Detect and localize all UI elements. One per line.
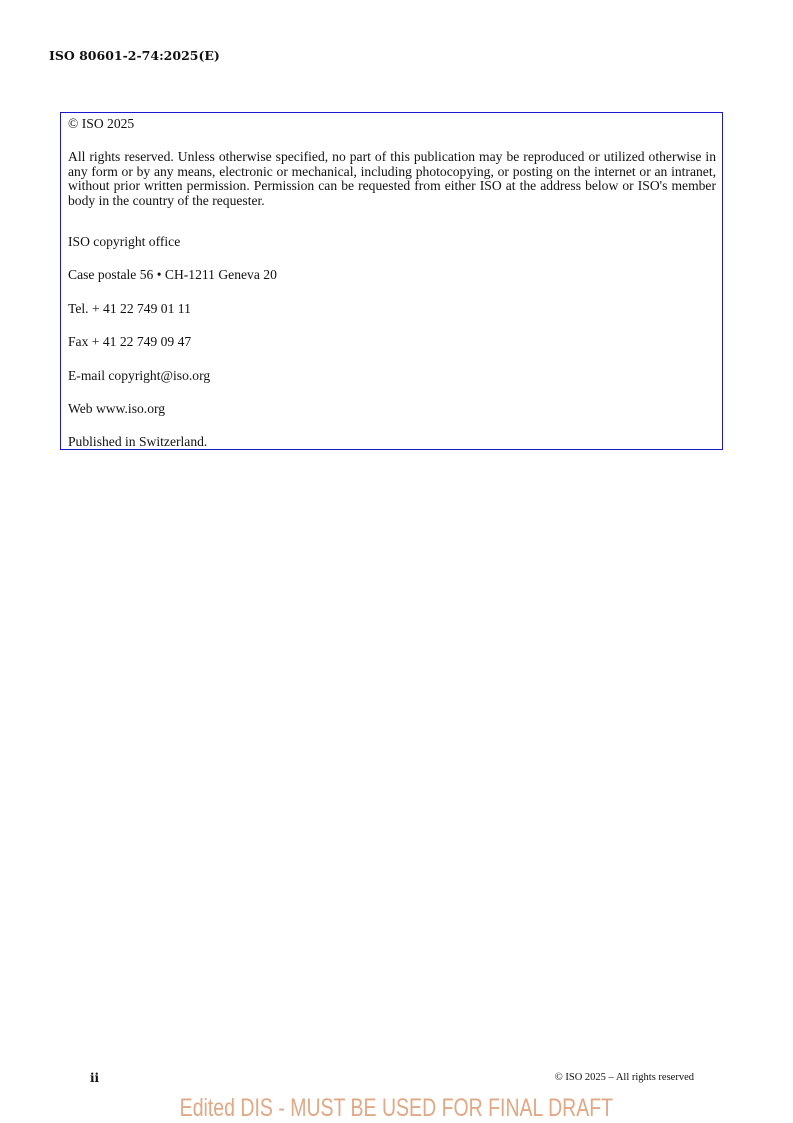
rights-paragraph: All rights reserved. Unless otherwise specified, no part of this publication may be reproduced or utilized otherwise in any form or by any means, electronic or mechanical, including photocopying, or posting on the internet or an intranet, without prior written permission. Permission can be requested from either ISO at the address below or ISO's member body in the country of the requester. [68, 149, 716, 208]
telephone-number: Tel. + 41 22 749 01 11 [68, 301, 191, 316]
document-id-header: ISO 80601-2-74:2025(E) [49, 48, 220, 63]
fax-number: Fax + 41 22 749 09 47 [68, 334, 192, 349]
email-address[interactable]: E-mail copyright@iso.org [68, 368, 211, 383]
copyright-line: © ISO 2025 [68, 116, 135, 131]
copyright-notice-box [60, 112, 723, 450]
copyright-office: ISO copyright office [68, 234, 181, 249]
footer-copyright: © ISO 2025 – All rights reserved [554, 1072, 694, 1083]
postal-address: Case postale 56 • CH-1211 Geneva 20 [68, 267, 277, 282]
draft-watermark: Edited DIS - MUST BE USED FOR FINAL DRAFT [179, 1094, 614, 1122]
published-in: Published in Switzerland. [68, 434, 208, 449]
page-number: ii [90, 1071, 100, 1085]
website-link[interactable]: Web www.iso.org [68, 401, 166, 416]
